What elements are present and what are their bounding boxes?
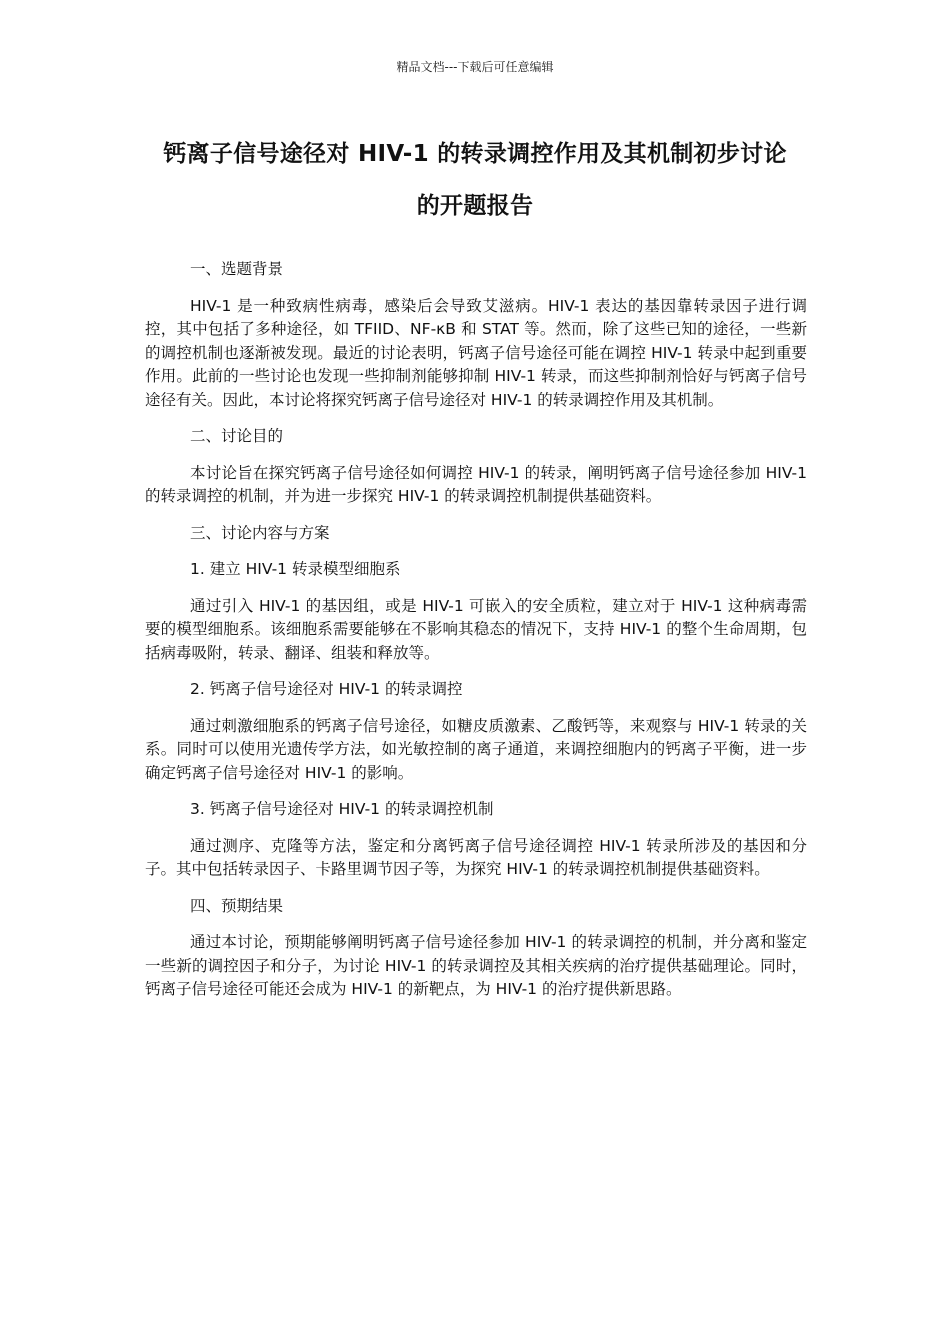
section-paragraph-expected: 通过本讨论，预期能够阐明钙离子信号途径参加 HIV-1 的转录调控的机制，并分离和鉴定一些新的调控因子和分子，为讨论 HIV-1 的转录调控及其相关疾病的治疗提供基础理论。同时，钙离子信号途径可能还会成为 HIV-1 的新靶点，为 HIV-1 的治疗提供新思路。 [145,933,807,998]
section-paragraph-purpose: 本讨论旨在探究钙离子信号途径如何调控 HIV-1 的转录，阐明钙离子信号途径参加 HIV-1 的转录调控的机制，并为进一步探究 HIV-1 的转录调控机制提供基础资料。 [145,463,807,505]
title-line-1: 钙离子信号途径对 HIV-1 的转录调控作用及其机制初步讨论 [163,141,787,167]
header-note: 精品文档---下载后可任意编辑 [396,60,554,74]
title-line-2: 的开题报告 [416,193,534,219]
section-heading-expected: 四、预期结果 [190,896,284,915]
section-heading-purpose: 二、讨论目的 [190,427,284,445]
document-body [145,258,807,1015]
section-heading-background: 一、选题背景 [190,260,284,278]
subsection-heading-1: 1. 建立 HIV-1 转录模型细胞系 [190,560,401,578]
subsection-paragraph-3: 通过测序、克隆等方法，鉴定和分离钙离子信号途径调控 HIV-1 转录所涉及的基因和分子。其中包括转录因子、卡路里调节因子等，为探究 HIV-1 的转录调控机制提供基础资料。 [145,836,807,878]
document-title [120,128,830,232]
subsection-heading-2: 2. 钙离子信号途径对 HIV-1 的转录调控 [190,680,463,698]
section-paragraph-background: HIV-1 是一种致病性病毒，感染后会导致艾滋病。HIV-1 表达的基因靠转录因子进行调控，其中包括了多种途径，如 TFIID、NF-κB 和 STAT 等。然而，除了这些已知的途径，一些新的调控机制也逐渐被发现。最近的讨论表明，钙离子信号途径可能在调控 HIV-1 转录中起到重要作用。此前的一些讨论也发现一些抑制剂能够抑制 HIV-1 转录，而这些抑制剂恰好与钙离子信号途径有关。因此，本讨论将探究钙离子信号途径对 HIV-1 的转录调控作用及其机制。 [145,296,807,409]
subsection-paragraph-2: 通过刺激细胞系的钙离子信号途径，如糖皮质激素、乙酸钙等，来观察与 HIV-1 转录的关系。同时可以使用光遗传学方法，如光敏控制的离子通道，来调控细胞内的钙离子平衡，进一步确定钙离子信号途径对 HIV-1 的影响。 [145,716,807,782]
subsection-paragraph-1: 通过引入 HIV-1 的基因组，或是 HIV-1 可嵌入的安全质粒，建立对于 HIV-1 这种病毒需要的模型细胞系。该细胞系需要能够在不影响其稳态的情况下，支持 HIV-1 的整个生命周期，包括病毒吸附，转录、翻译、组装和释放等。 [145,596,807,662]
subsection-heading-3: 3. 钙离子信号途径对 HIV-1 的转录调控机制 [190,800,494,818]
section-heading-content: 三、讨论内容与方案 [190,523,330,542]
